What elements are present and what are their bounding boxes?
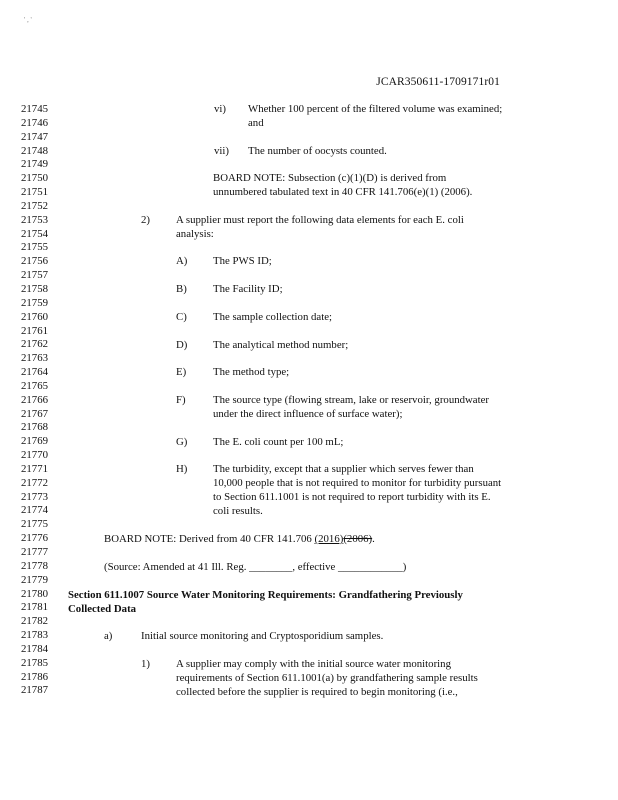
- line-number: 21750: [21, 172, 48, 185]
- board-note-1-line1: BOARD NOTE: Subsection (c)(1)(D) is derived from: [213, 172, 447, 184]
- item-e-label: E): [176, 366, 187, 378]
- line-number: 21769: [21, 435, 48, 448]
- scan-corner-mark: ' , ': [24, 16, 32, 24]
- line-number: 21764: [21, 366, 48, 379]
- para-2-line1: A supplier must report the following data elements for each E. coli: [176, 214, 464, 226]
- board-note-2: [104, 533, 375, 547]
- line-number: 21783: [21, 629, 48, 642]
- item-vi-label: vi): [214, 103, 226, 115]
- item-b-label: B): [176, 283, 187, 295]
- item-c-label: C): [176, 311, 187, 323]
- item-f-line1: The source type (flowing stream, lake or reservoir, groundwater: [213, 394, 489, 406]
- para-1-line1: A supplier may comply with the initial source water monitoring: [176, 658, 451, 670]
- line-number: 21787: [21, 684, 48, 697]
- line-number: 21754: [21, 227, 48, 240]
- para-2-line2: analysis:: [176, 228, 214, 240]
- line-number: 21767: [21, 407, 48, 420]
- struck-year: (2006): [343, 533, 373, 545]
- board-note-2-suffix: .: [372, 533, 375, 545]
- item-h-line1: The turbidity, except that a supplier which serves fewer than: [213, 463, 474, 475]
- line-number: 21751: [21, 186, 48, 199]
- line-number: 21747: [21, 130, 48, 143]
- line-number: 21777: [21, 546, 48, 558]
- line-number: 21763: [21, 352, 48, 365]
- item-h-label: H): [176, 463, 188, 475]
- line-number: 21776: [21, 532, 48, 545]
- line-number: 21780: [21, 587, 48, 600]
- line-number: 21775: [21, 518, 48, 531]
- source-line: (Source: Amended at 41 Ill. Reg. ________, effective ____________): [104, 561, 407, 573]
- line-number: 21745: [21, 103, 48, 115]
- line-number: 21756: [21, 255, 48, 268]
- line-number: 21778: [21, 559, 48, 572]
- line-number: 21768: [21, 421, 48, 434]
- line-number: 21761: [21, 324, 48, 337]
- item-g-label: G): [176, 436, 188, 448]
- item-c-text: The sample collection date;: [213, 311, 333, 323]
- line-number: 21748: [21, 144, 48, 157]
- item-d-text: The analytical method number;: [213, 339, 349, 351]
- line-number: 21772: [21, 476, 48, 489]
- section-heading-line1: Section 611.1007 Source Water Monitoring Requirements: Grandfathering Previously: [68, 589, 463, 601]
- item-h-line4: coli results.: [213, 505, 263, 517]
- line-number: 21784: [21, 642, 48, 655]
- line-number: 21749: [21, 158, 48, 171]
- item-f-label: F): [176, 394, 186, 406]
- line-number: 21760: [21, 310, 48, 323]
- document-id-header: JCAR350611-1709171r01: [376, 76, 500, 88]
- item-vii-text: The number of oocysts counted.: [248, 145, 387, 157]
- line-number: 21781: [21, 601, 48, 614]
- item-d-label: D): [176, 339, 188, 351]
- board-note-1-line2: unnumbered tabulated text in 40 CFR 141.706(e)(1) (2006).: [213, 186, 473, 198]
- line-number: 21782: [21, 615, 48, 628]
- line-number: 21774: [21, 504, 48, 517]
- para-1-line2: requirements of Section 611.1001(a) by grandfathering sample results: [176, 672, 478, 684]
- item-a-text: The PWS ID;: [213, 255, 272, 267]
- line-number: 21757: [21, 269, 48, 282]
- line-number: 21752: [21, 199, 48, 212]
- line-number: 21786: [21, 670, 48, 683]
- line-number: 21758: [21, 282, 48, 295]
- item-vi-line1: Whether 100 percent of the filtered volume was examined;: [248, 103, 503, 115]
- para-1-label: 1): [141, 658, 150, 670]
- item-g-text: The E. coli count per 100 mL;: [213, 436, 344, 448]
- subsection-a-text: Initial source monitoring and Cryptosporidium samples.: [141, 630, 384, 642]
- item-vii-label: vii): [214, 145, 229, 157]
- item-b-text: The Facility ID;: [213, 283, 283, 295]
- line-number: 21753: [21, 213, 48, 226]
- inserted-year: (2016): [314, 533, 344, 545]
- item-f-line2: under the direct influence of surface water);: [213, 408, 403, 420]
- subsection-a-label: a): [104, 630, 113, 642]
- line-number: 21746: [21, 116, 48, 129]
- section-heading-line2: Collected Data: [68, 603, 137, 615]
- line-number: 21766: [21, 393, 48, 406]
- para-1-line3: collected before the supplier is required to begin monitoring (i.e.,: [176, 686, 458, 698]
- line-number: 21762: [21, 338, 48, 351]
- line-number: 21759: [21, 296, 48, 309]
- item-h-line2: 10,000 people that is not required to monitor for turbidity pursuant: [213, 477, 502, 489]
- line-number: 21770: [21, 449, 48, 462]
- para-2-label: 2): [141, 214, 150, 226]
- board-note-2-prefix: BOARD NOTE: Derived from 40 CFR 141.706: [104, 533, 315, 545]
- item-a-label: A): [176, 255, 188, 267]
- item-e-text: The method type;: [213, 366, 290, 378]
- line-number: 21755: [21, 241, 48, 254]
- line-number: 21785: [21, 656, 48, 669]
- line-number: 21771: [21, 462, 48, 475]
- item-vi-line2: and: [248, 117, 264, 129]
- line-number: 21779: [21, 573, 48, 586]
- line-number-column: [21, 103, 48, 698]
- line-number: 21765: [21, 379, 48, 392]
- item-h-line3: to Section 611.1001 is not required to report turbidity with its E.: [213, 491, 491, 503]
- line-number: 21773: [21, 490, 48, 503]
